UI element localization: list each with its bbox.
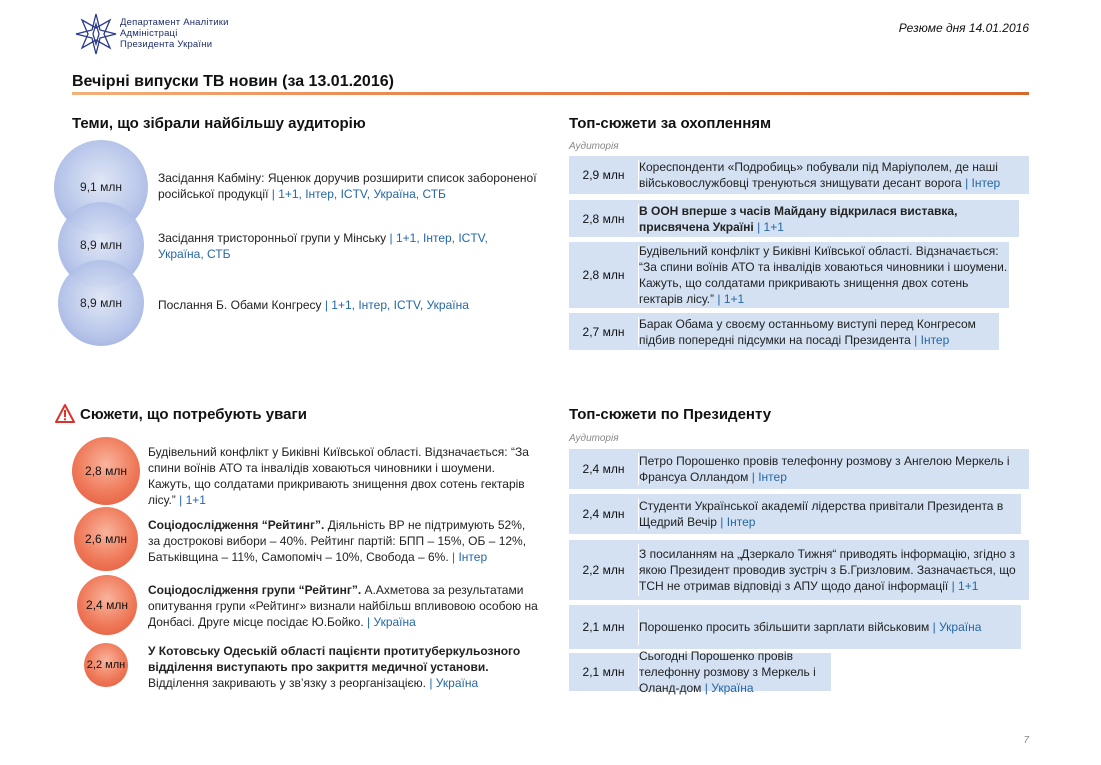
topic-text: Засідання Кабміну: Яценюк доручив розширити список забороненої російської продукції [158,171,537,201]
topic-text: Засідання тристоронньої групи у Мінську [158,231,387,245]
audience-topic [158,230,528,262]
row-text-cell [638,313,999,350]
row-channels: | 1+1 [717,292,745,306]
attention-topic [148,643,540,691]
row-text-cell [638,200,1019,237]
organization-name [120,17,229,50]
attention-section-title: Сюжети, що потребують уваги [80,406,307,423]
top-president-subtitle: Аудиторія [569,433,619,444]
page-number: 7 [1023,735,1029,746]
row-text: Сьогодні Порошенко провів телефонну розмову з Меркель і Оланд-дом [639,649,816,695]
top-president-row [569,449,1029,489]
top-president-row [569,540,1029,600]
topic-channels: | Україна [367,615,416,629]
topic-text-bold: У Котовську Одеській області пацієнти протитуберкульозного відділення виступають про закриття медичної установи. [148,644,521,674]
row-value: 2,1 млн [582,620,625,634]
topic-text: Послання Б. Обами Конгресу [158,298,322,312]
top-president-section-title: Топ-сюжети по Президенту [569,406,772,423]
title-divider [72,92,1029,95]
top-president-row [569,649,831,695]
audience-value: 8,9 млн [80,296,122,310]
warning-icon [55,404,75,423]
attention-topic [148,517,540,565]
org-line-3: Президента України [120,39,213,50]
row-channels: | Україна [932,620,982,634]
row-value: 2,8 млн [582,268,625,282]
row-channels: | Україна [704,681,754,695]
page-title: Вечірні випуски ТВ новин (за 13.01.2016) [72,73,394,90]
attention-topic [148,582,540,630]
row-channels: | Інтер [720,515,756,529]
row-value: 2,7 млн [582,324,625,339]
audience-value: 8,9 млн [80,238,122,252]
audience-topic [158,170,538,202]
row-channels: | Інтер [965,176,1001,190]
row-value: 2,8 млн [582,211,625,226]
row-text-cell [638,540,1029,600]
topic-text: Діяльність ВР не підтримують 52%, за дострокові вибори – 40%. Рейтинг партій: БПП – 15%, ОБ – 12%, Батьківщина – 11%, Самопоміч – 10%, Свобода – 6%. [148,518,527,564]
topic-channels: | 1+1, Інтер, ICTV, Україна, СТБ [158,231,488,261]
row-text: Будівельний конфлікт у Биківні Київської області. Відзначається: “За спини воїнів АТО та інвалідів ховаються чиновники і шоумени. Кажуть, що солдатами прикривають знищення двох сотень гектарів лісу.” [639,244,1008,306]
top-reach-row [569,200,1019,237]
audience-value: 9,1 млн [80,180,122,194]
row-channels: | 1+1 [757,219,784,234]
topic-text: Відділення закривають у зв’язку з реорганізацією. [148,676,427,690]
row-value: 2,4 млн [582,507,625,521]
attention-circle [72,437,140,505]
audience-circle [58,260,144,346]
row-text: Порошенко просить збільшити зарплати військовим [639,620,930,634]
row-text-cell [638,494,1021,534]
star-logo-icon [72,12,120,56]
top-reach-row [569,242,1009,308]
row-text-cell [638,156,1029,194]
row-text: В ООН вперше з часів Майдану відкрилася виставка, присвячена Україні [639,203,958,234]
topic-text: Будівельний конфлікт у Биківні Київської області. Відзначається: “За спини воїнів АТО та інвалідів ховаються чиновники і шоумени. Кажуть, що солдатами прикривають знищення двох сотень гектарів лісу.” [148,445,529,507]
row-channels: | Інтер [914,332,950,347]
attention-value: 2,4 млн [86,598,128,612]
row-text: Барак Обама у своєму останньому виступі перед Конгресом підбив попередні підсумки на посаді Президента [639,316,976,347]
topic-text: А.Ахметова за результатами опитування групи «Рейтинг» визнали найбільш впливовою особою на Донбасі. Друге місце посідає Ю.Бойко. [148,583,538,629]
row-channels: | 1+1 [951,579,979,593]
row-text-cell [638,449,1029,489]
topic-text-bold: Соціодослідження “Рейтинг”. [148,518,325,532]
row-value: 2,4 млн [582,462,625,476]
row-text-cell [638,649,831,695]
topic-text-bold: Соціодослідження групи “Рейтинг”. [148,583,362,597]
topic-channels: | 1+1, Інтер, ICTV, Україна [324,298,469,312]
attention-topic [148,444,540,508]
row-text-cell [638,242,1009,308]
row-text-cell [638,605,1021,649]
attention-value: 2,8 млн [85,464,127,478]
org-line-2: Адміністраці [120,28,178,39]
top-president-row [569,494,1021,534]
org-line-1: Департамент Аналітики [120,17,229,28]
row-text: З посиланням на „Дзеркало Тижня“ приводять інформацію, згідно з якою Президент проводив зустріч з Б.Гризловим. Зазначається, що ТСН не отримав відповіді з АПУ щодо даної інформації [639,547,1016,593]
topic-channels: | Інтер [452,550,488,564]
resume-date: Резюме дня 14.01.2016 [898,21,1029,35]
audience-section-title: Теми, що зібрали найбільшу аудиторію [72,115,366,132]
top-reach-subtitle: Аудиторія [569,141,619,152]
attention-value: 2,6 млн [85,532,127,546]
row-value: 2,2 млн [582,563,625,577]
row-text: Петро Порошенко провів телефонну розмову з Ангелою Меркель і Франсуа Олландом [639,454,1010,484]
top-reach-section-title: Топ-сюжети за охопленням [569,115,772,132]
attention-circle [84,643,128,687]
row-value: 2,9 млн [582,168,625,182]
row-value: 2,1 млн [582,665,625,679]
row-text: Студенти Української академії лідерства привітали Президента в Щедрий Вечір [639,499,1004,529]
top-reach-row [569,156,1029,194]
attention-value: 2,2 млн [86,659,126,671]
row-text: Кореспонденти «Подробиць» побували під Маріуполем, де наші військовослужбовці тренуються знищувати десант ворога [639,160,998,190]
attention-circle [74,507,138,571]
topic-channels: | 1+1, Інтер, ICTV, Україна, СТБ [271,187,446,201]
row-channels: | Інтер [751,470,787,484]
top-reach-row [569,313,999,350]
audience-topic [158,297,538,313]
attention-circle [77,575,137,635]
top-president-row [569,605,1021,649]
topic-channels: | Україна [429,676,479,690]
topic-channels: | 1+1 [179,493,206,507]
